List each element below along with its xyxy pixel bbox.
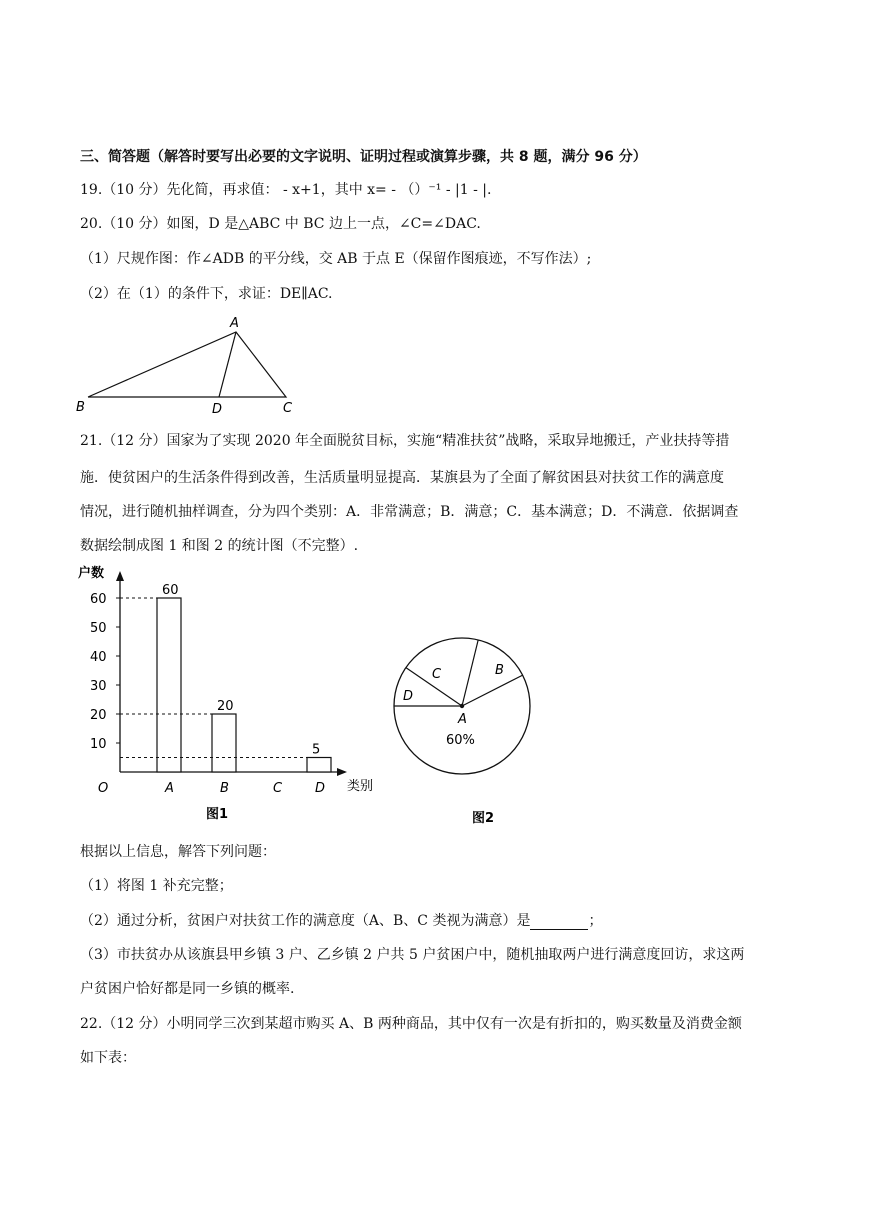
pie-chart-title: 图2 — [472, 811, 495, 826]
y-tick-label: 40 — [90, 650, 107, 665]
question-21-part-2-end: ； — [588, 913, 603, 929]
bar — [212, 714, 236, 772]
question-21-part-2 — [80, 912, 602, 930]
x-axis-arrow — [337, 768, 347, 776]
question-20: 20.（10 分）如图，D 是△ABC 中 BC 边上一点，∠C=∠DAC. — [80, 216, 481, 232]
y-tick-label: 60 — [90, 592, 107, 607]
question-21-part-1: （1）将图 1 补充完整； — [80, 878, 233, 894]
pie-divider-ab — [462, 675, 523, 706]
question-21-line-1: 21.（12 分）国家为了实现 2020 年全面脱贫目标，实施“精准扶贫”战略，采取异地搬迁，产业扶持等措 — [80, 433, 730, 449]
section-heading: 三、简答题（解答时要写出必要的文字说明、证明过程或演算步骤，共 8 题，满分 96 分） — [80, 149, 647, 165]
bar-value-label: 20 — [217, 699, 234, 714]
bar-chart-title: 图1 — [206, 807, 229, 822]
label-a: A — [230, 316, 239, 331]
label-d: D — [212, 402, 223, 417]
pie-center — [460, 704, 464, 708]
x-tick-label: D — [315, 781, 326, 796]
question-20-part-2: （2）在（1）的条件下，求证：DE∥AC. — [80, 286, 333, 302]
question-21-part-3-line-1: （3）市扶贫办从该旗县甲乡镇 3 户、乙乡镇 2 户共 5 户贫困户中，随机抽取两户进行满意度回访，求这两 — [80, 947, 745, 963]
y-tick-label: 50 — [90, 621, 107, 636]
pie-divider-bc — [462, 640, 478, 706]
segment-ad — [219, 332, 236, 397]
answer-blank — [530, 915, 588, 930]
question-21-line-3: 情况，进行随机抽样调查，分为四个类别：A．非常满意；B．满意；C．基本满意；D．不满意．依据调查 — [80, 504, 739, 520]
question-21-line-2: 施．使贫困户的生活条件得到改善，生活质量明显提高．某旗县为了全面了解贫困县对扶贫工作的满意度 — [80, 470, 724, 486]
pie-value-a: 60% — [446, 733, 475, 748]
pie-label-c: C — [432, 667, 442, 682]
y-axis-label: 户数 — [78, 566, 105, 581]
bar-value-label: 5 — [312, 742, 321, 758]
x-tick-label: A — [165, 781, 174, 796]
triangle-abc — [88, 332, 286, 397]
question-21-instructions: 根据以上信息，解答下列问题： — [80, 844, 276, 860]
y-tick-label: 20 — [90, 708, 107, 723]
question-21-part-3-line-2: 户贫困户恰好都是同一乡镇的概率. — [80, 981, 295, 997]
question-22-line-2: 如下表： — [80, 1050, 136, 1066]
y-axis-arrow — [116, 571, 124, 581]
pie-label-b: B — [495, 663, 504, 678]
pie-label-a: A — [458, 712, 467, 727]
y-tick-label: 30 — [90, 679, 107, 694]
y-tick-label: 10 — [90, 737, 107, 752]
x-tick-label: B — [220, 781, 229, 796]
question-21-line-4: 数据绘制成图 1 和图 2 的统计图（不完整）. — [80, 538, 359, 554]
bar — [307, 758, 331, 773]
question-21-part-2-text: （2）通过分析，贫困户对扶贫工作的满意度（A、B、C 类视为满意）是 — [80, 913, 531, 929]
bar-chart — [70, 555, 390, 830]
question-19: 19.（10 分）先化简，再求值： - x+1，其中 x= - （）⁻¹ - |1 - |. — [80, 182, 492, 198]
question-20-part-1: （1）尺规作图：作∠ADB 的平分线，交 AB 于点 E（保留作图痕迹，不写作法）; — [80, 251, 592, 267]
bar — [157, 598, 181, 772]
pie-label-d: D — [403, 689, 414, 704]
x-axis-label: 类别 — [347, 779, 374, 794]
triangle-figure — [70, 312, 310, 418]
question-22-line-1: 22.（12 分）小明同学三次到某超市购买 A、B 两种商品，其中仅有一次是有折扣的，购买数量及消费金额 — [80, 1016, 742, 1032]
bar-value-label: 60 — [162, 583, 179, 598]
origin-label: O — [98, 781, 109, 796]
x-tick-label: C — [273, 781, 283, 796]
label-c: C — [283, 401, 293, 416]
pie-chart — [385, 608, 555, 833]
label-b: B — [76, 400, 85, 415]
